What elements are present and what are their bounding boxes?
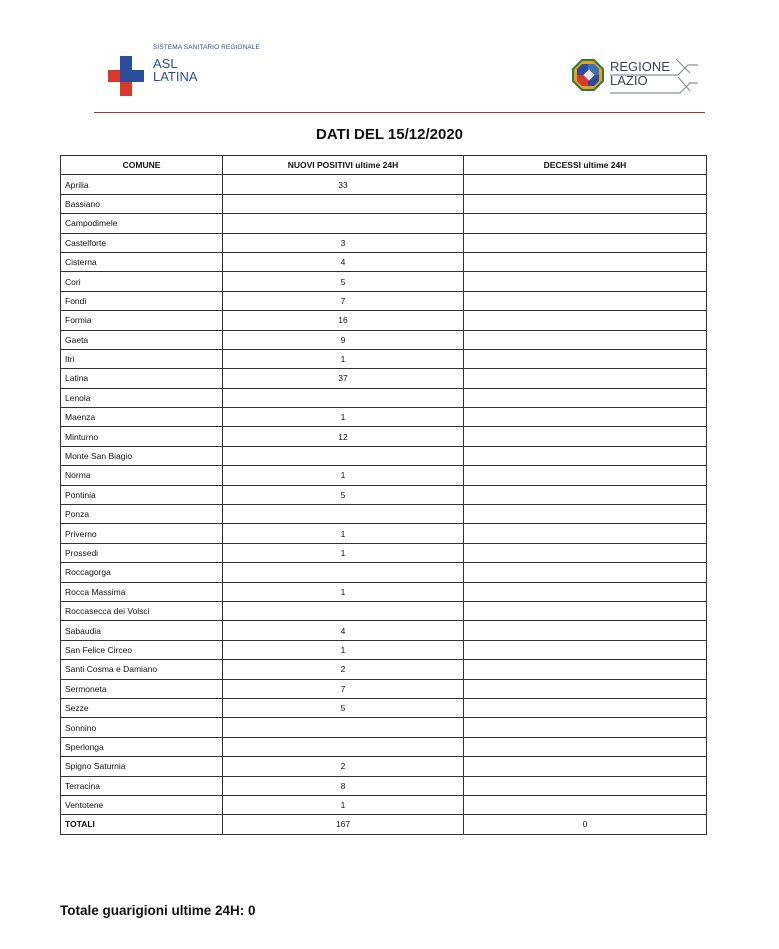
table-row [61, 621, 707, 640]
cell-decessi [464, 349, 707, 368]
cell-positivi [223, 194, 464, 213]
asl-name: ASL LATINA [153, 56, 198, 84]
table-row [61, 660, 707, 679]
cell-comune: Sabaudia [61, 621, 223, 640]
cell-comune: Roccasecca dei Volsci [61, 601, 223, 620]
cell-decessi [464, 408, 707, 427]
asl-latina-logo [105, 44, 305, 100]
cell-comune: Castelforte [61, 233, 223, 252]
totals-positivi: 167 [223, 815, 464, 834]
cell-decessi [464, 175, 707, 194]
table-row [61, 252, 707, 271]
table-row [61, 175, 707, 194]
cell-decessi [464, 311, 707, 330]
cell-comune: Cisterna [61, 252, 223, 271]
cell-comune: Monte San Biagio [61, 446, 223, 465]
cell-comune: Maenza [61, 408, 223, 427]
table-row [61, 505, 707, 524]
cell-decessi [464, 601, 707, 620]
cell-positivi: 1 [223, 349, 464, 368]
cell-positivi: 7 [223, 679, 464, 698]
cell-comune: Sermoneta [61, 679, 223, 698]
cell-decessi [464, 466, 707, 485]
cell-comune: Campodimele [61, 214, 223, 233]
cell-comune: Ponza [61, 505, 223, 524]
totals-decessi: 0 [464, 815, 707, 834]
cell-positivi: 4 [223, 252, 464, 271]
cell-positivi: 16 [223, 311, 464, 330]
cell-decessi [464, 388, 707, 407]
cell-decessi [464, 369, 707, 388]
cell-positivi [223, 563, 464, 582]
cell-comune: Ventotene [61, 795, 223, 814]
cell-decessi [464, 446, 707, 465]
table-row [61, 485, 707, 504]
cell-decessi [464, 737, 707, 756]
table-row [61, 679, 707, 698]
cell-decessi [464, 330, 707, 349]
table-row [61, 524, 707, 543]
cell-comune: Itri [61, 349, 223, 368]
asl-tagline: SISTEMA SANITARIO REGIONALE [153, 44, 260, 51]
column-header-comune: COMUNE [61, 156, 223, 175]
cell-decessi [464, 524, 707, 543]
table-row [61, 330, 707, 349]
totals-label: TOTALI [61, 815, 223, 834]
cell-decessi [464, 698, 707, 717]
cell-decessi [464, 757, 707, 776]
table-row [61, 214, 707, 233]
cell-comune: Norma [61, 466, 223, 485]
table-row [61, 369, 707, 388]
cell-positivi [223, 505, 464, 524]
cell-comune: Spigno Saturnia [61, 757, 223, 776]
cell-decessi [464, 291, 707, 310]
data-table [60, 155, 707, 835]
cell-positivi: 3 [223, 233, 464, 252]
cell-comune: Roccagorga [61, 563, 223, 582]
table-row [61, 427, 707, 446]
cell-comune: Lenola [61, 388, 223, 407]
table-row [61, 349, 707, 368]
region-name: REGIONE LAZIO [610, 59, 670, 88]
totals-row [61, 815, 707, 834]
table-row [61, 291, 707, 310]
cell-positivi: 1 [223, 582, 464, 601]
cell-positivi: 7 [223, 291, 464, 310]
cell-decessi [464, 485, 707, 504]
cell-comune: Santi Cosma e Damiano [61, 660, 223, 679]
cell-comune: Aprilia [61, 175, 223, 194]
cell-positivi: 5 [223, 272, 464, 291]
cell-comune: Cori [61, 272, 223, 291]
cell-decessi [464, 795, 707, 814]
cell-comune: Prossedi [61, 543, 223, 562]
cell-comune: Fondi [61, 291, 223, 310]
cell-positivi: 2 [223, 660, 464, 679]
cell-decessi [464, 582, 707, 601]
cell-decessi [464, 679, 707, 698]
table-row [61, 563, 707, 582]
cell-positivi: 5 [223, 698, 464, 717]
cell-positivi: 1 [223, 408, 464, 427]
cell-comune: Gaeta [61, 330, 223, 349]
cell-comune: Sperlonga [61, 737, 223, 756]
cell-comune: Pontinia [61, 485, 223, 504]
cell-positivi [223, 214, 464, 233]
cell-comune: San Felice Circeo [61, 640, 223, 659]
cell-positivi: 2 [223, 757, 464, 776]
cell-decessi [464, 233, 707, 252]
cell-decessi [464, 272, 707, 291]
cell-decessi [464, 543, 707, 562]
table-row [61, 311, 707, 330]
cell-decessi [464, 718, 707, 737]
regione-lazio-logo [572, 56, 707, 96]
regional-seal-icon [572, 59, 604, 91]
medical-cross-icon [108, 56, 144, 96]
cell-comune: Priverno [61, 524, 223, 543]
cell-positivi: 33 [223, 175, 464, 194]
cell-positivi [223, 601, 464, 620]
cell-positivi [223, 718, 464, 737]
page-title: DATI DEL 15/12/2020 [315, 126, 464, 143]
table-row [61, 640, 707, 659]
table-row [61, 272, 707, 291]
table-row [61, 776, 707, 795]
table-row [61, 408, 707, 427]
cell-comune: Rocca Massima [61, 582, 223, 601]
cell-decessi [464, 252, 707, 271]
cell-positivi [223, 388, 464, 407]
table-row [61, 698, 707, 717]
cell-decessi [464, 640, 707, 659]
table-row [61, 601, 707, 620]
cell-decessi [464, 776, 707, 795]
table-row [61, 737, 707, 756]
cell-positivi: 1 [223, 640, 464, 659]
table-row [61, 446, 707, 465]
cell-comune: Latina [61, 369, 223, 388]
table-row [61, 795, 707, 814]
cell-decessi [464, 194, 707, 213]
cell-positivi: 8 [223, 776, 464, 795]
column-header-decessi: DECESSI ultime 24H [464, 156, 707, 175]
cell-positivi: 4 [223, 621, 464, 640]
cell-positivi [223, 737, 464, 756]
cell-positivi: 1 [223, 524, 464, 543]
cell-comune: Bassiano [61, 194, 223, 213]
cell-positivi: 1 [223, 466, 464, 485]
cell-decessi [464, 660, 707, 679]
table-header-row [61, 156, 707, 175]
cell-positivi: 1 [223, 795, 464, 814]
cell-comune: Terracina [61, 776, 223, 795]
cell-decessi [464, 214, 707, 233]
table-row [61, 388, 707, 407]
cell-positivi [223, 446, 464, 465]
table-row [61, 466, 707, 485]
column-header-positivi: NUOVI POSITIVI ultime 24H [223, 156, 464, 175]
cell-positivi: 5 [223, 485, 464, 504]
cell-positivi: 9 [223, 330, 464, 349]
table-row [61, 718, 707, 737]
header-divider [94, 112, 705, 113]
cell-comune: Minturno [61, 427, 223, 446]
cell-decessi [464, 505, 707, 524]
recoveries-note: Totale guarigioni ultime 24H: 0 [60, 903, 256, 918]
cell-positivi: 1 [223, 543, 464, 562]
cell-positivi: 12 [223, 427, 464, 446]
table-row [61, 233, 707, 252]
table-row [61, 543, 707, 562]
cell-comune: Sezze [61, 698, 223, 717]
cell-positivi: 37 [223, 369, 464, 388]
cell-comune: Sonnino [61, 718, 223, 737]
cell-decessi [464, 563, 707, 582]
table-row [61, 194, 707, 213]
cell-decessi [464, 427, 707, 446]
table-row [61, 757, 707, 776]
table-row [61, 582, 707, 601]
cell-comune: Formia [61, 311, 223, 330]
cell-decessi [464, 621, 707, 640]
